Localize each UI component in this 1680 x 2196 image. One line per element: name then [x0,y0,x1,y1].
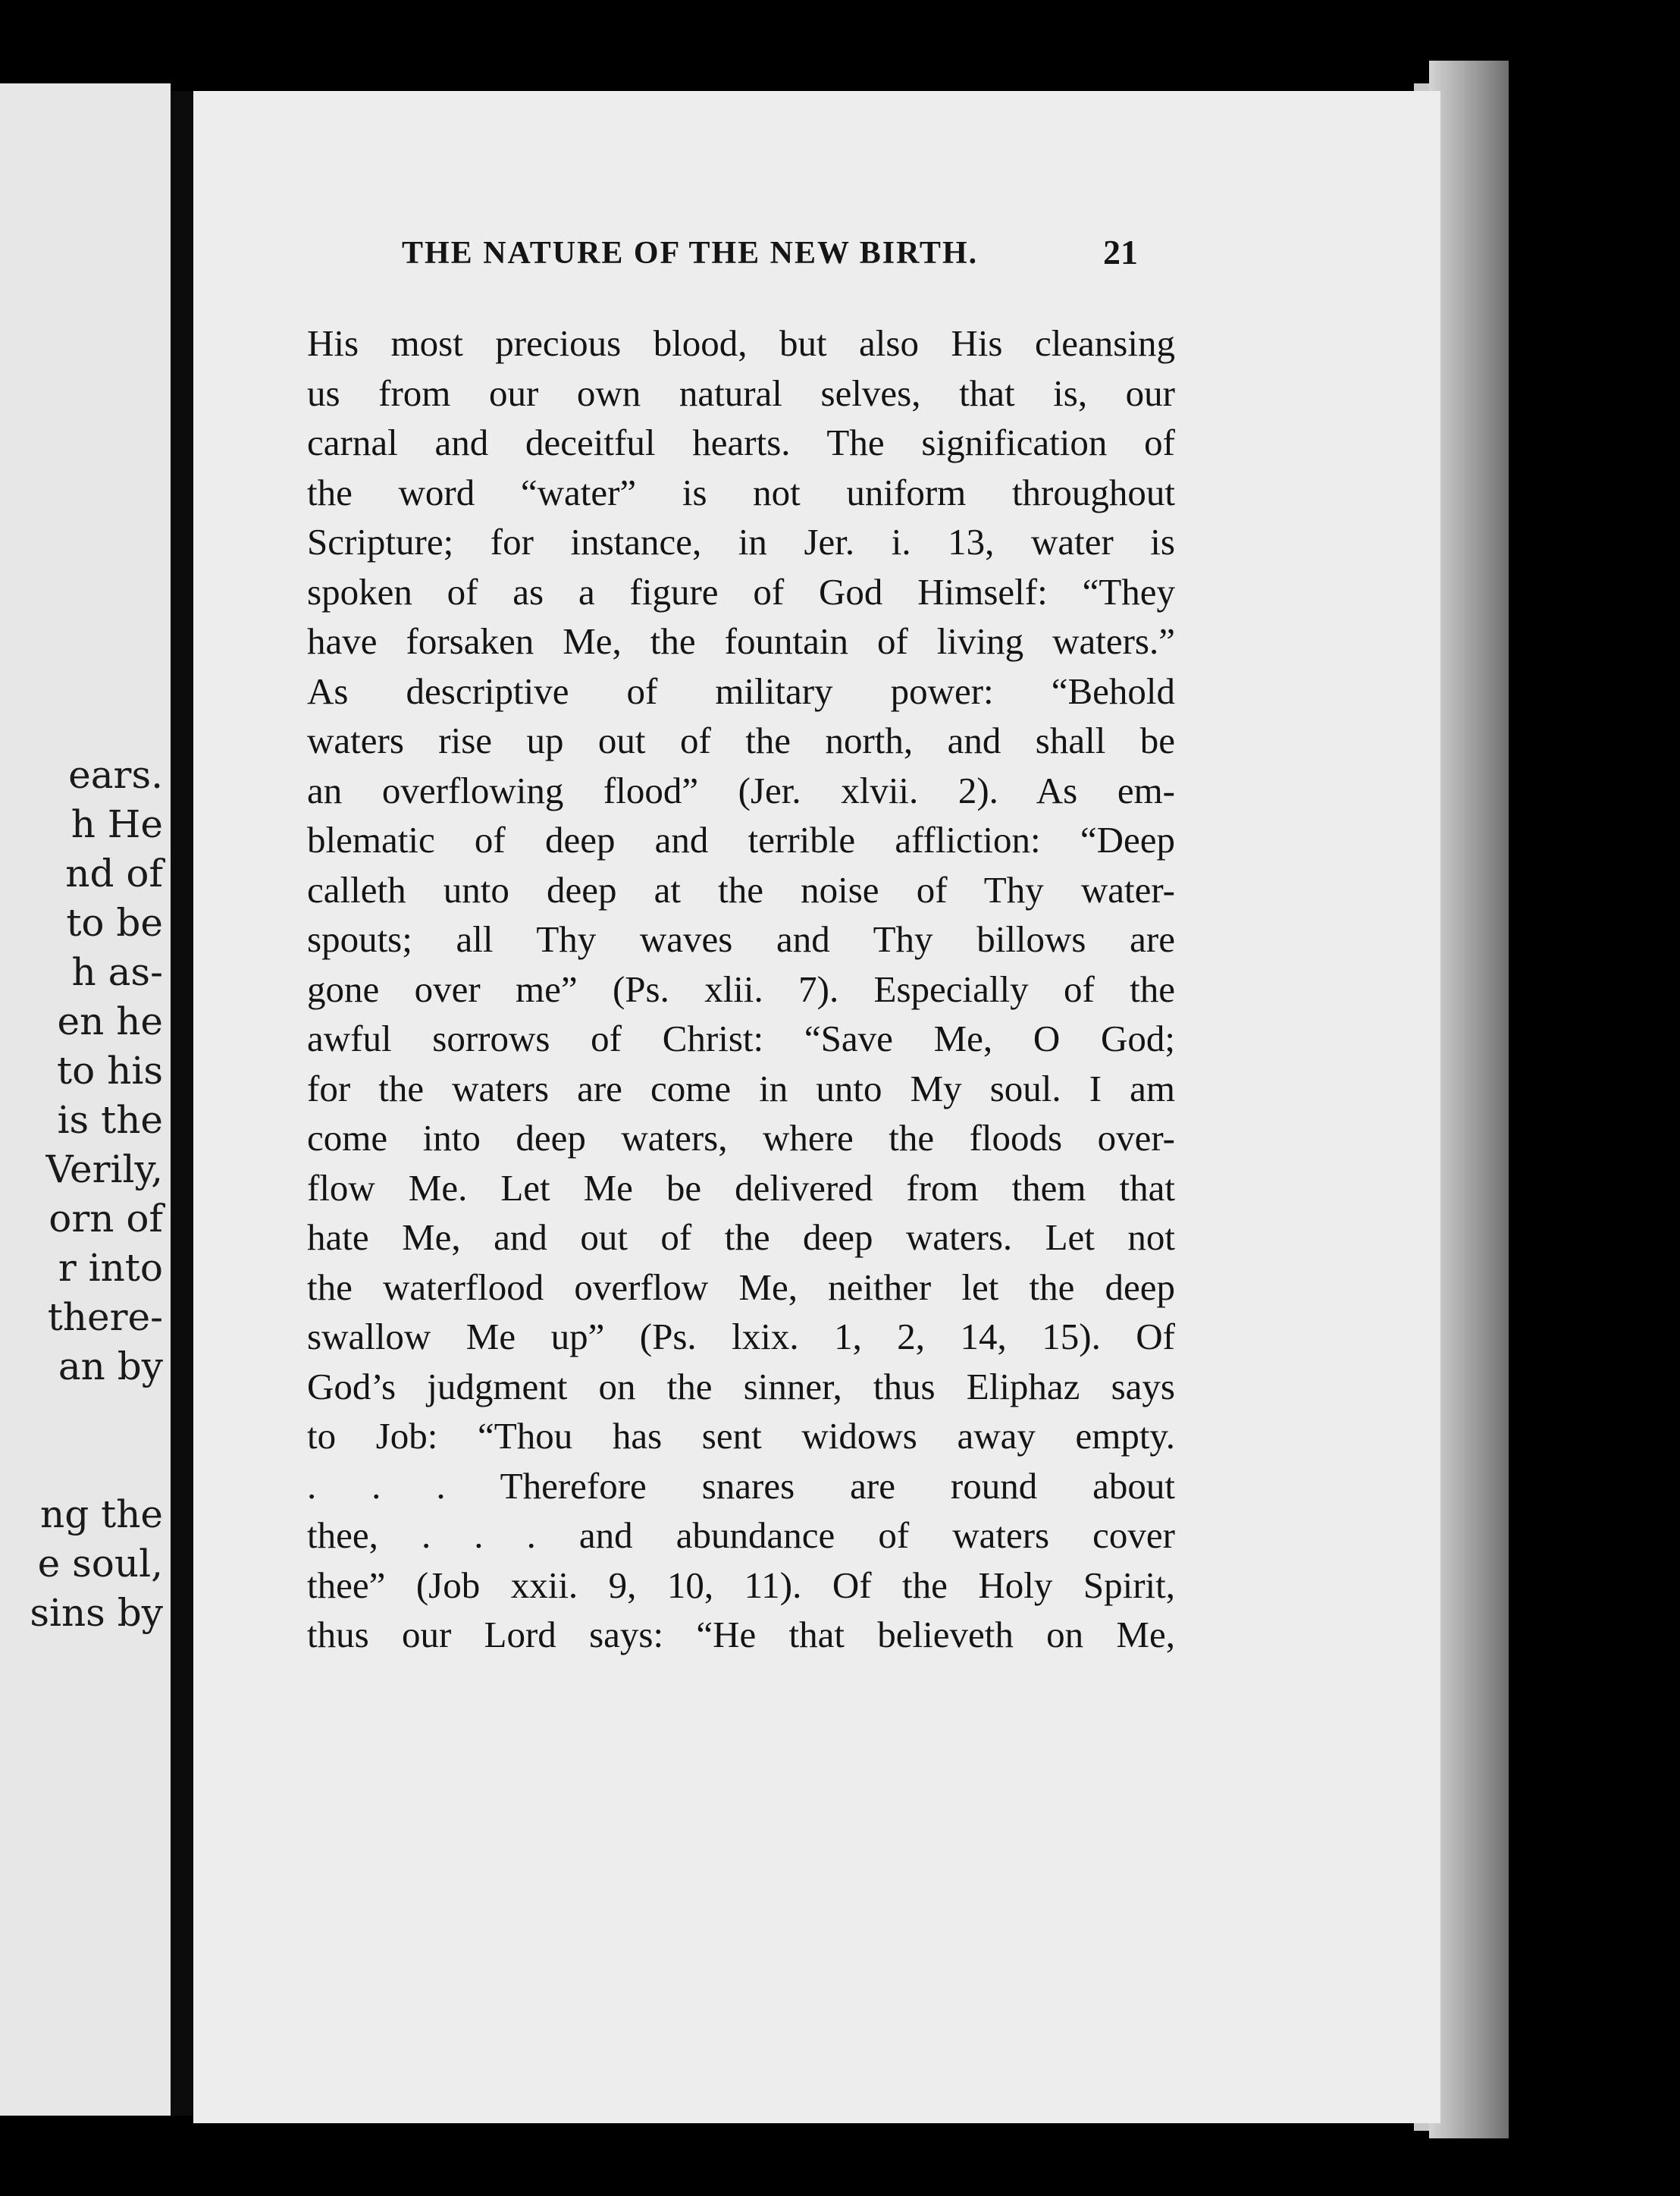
facing-line: to his [57,1049,163,1093]
facing-line: nd of [65,852,163,896]
text-line: the word “water” is not uniform throughout [307,471,1175,513]
facing-line: en he [57,999,163,1043]
facing-line: an by [58,1344,163,1388]
text-line: for the waters are come in unto My soul. I am [307,1067,1175,1109]
running-head: THE NATURE OF THE NEW BIRTH. [402,236,979,271]
text-line: God’s judgment on the sinner, thus Eliphaz says [307,1365,1175,1407]
page-edge [1429,61,1509,2138]
facing-line: there- [47,1295,163,1339]
text-line: have forsaken Me, the fountain of living waters.” [307,620,1175,662]
text-line: flow Me. Let Me be delivered from them that [307,1166,1175,1209]
text-line: thee, . . . and abundance of waters cover [307,1514,1175,1556]
text-line: His most precious blood, but also His cleansing [307,322,1175,364]
text-line: . . . Therefore snares are round about [307,1464,1175,1507]
text-line: As descriptive of military power: “Behold [307,670,1175,712]
facing-page-text [0,751,163,1638]
text-line: calleth unto deep at the noise of Thy water- [307,868,1175,911]
facing-line: to be [66,901,163,945]
book-gutter [171,91,193,2116]
body-text [307,318,1175,1660]
text-line: waters rise up out of the north, and shall be [307,720,1175,761]
facing-line: ears. [68,753,163,797]
facing-line: sins by [30,1591,163,1635]
facing-line: ng the [40,1492,163,1536]
text-line: awful sorrows of Christ: “Save Me, O God; [307,1018,1175,1059]
text-line: the waterflood overflow Me, neither let the deep [307,1266,1175,1308]
facing-line: h as- [71,950,163,994]
text-line: swallow Me up” (Ps. lxix. 1, 2, 14, 15). Of [307,1316,1175,1357]
facing-line: is the [57,1098,163,1142]
facing-gap [0,1391,163,1490]
text-line: us from our own natural selves, that is, our [307,372,1175,414]
text-line: blematic of deep and terrible affliction: “Deep [307,819,1175,861]
text-line: thee” (Job xxii. 9, 10, 11). Of the Holy Spirit, [307,1564,1175,1606]
text-line: hate Me, and out of the deep waters. Let not [307,1216,1175,1258]
text-line: thus our Lord says: “He that believeth on Me, [307,1614,1175,1655]
text-line: an overflowing flood” (Jer. xlvii. 2). As em- [307,769,1175,811]
text-line: carnal and deceitful hearts. The signification of [307,422,1175,463]
facing-line: e soul, [37,1542,163,1586]
text-line: spouts; all Thy waves and Thy billows are [307,918,1175,960]
facing-line: Verily, [45,1147,163,1191]
facing-line: r into [58,1246,163,1290]
text-line: come into deep waters, where the floods over- [307,1117,1175,1159]
text-line: to Job: “Thou has sent widows away empty. [307,1415,1175,1457]
text-line: Scripture; for instance, in Jer. i. 13, water is [307,521,1175,563]
text-line: gone over me” (Ps. xlii. 7). Especially of the [307,968,1175,1010]
facing-line: h He [71,802,163,846]
page-number: 21 [1103,233,1138,271]
text-line: spoken of as a figure of God Himself: “They [307,570,1175,613]
facing-line: orn of [49,1197,163,1241]
facing-page [0,83,171,2116]
